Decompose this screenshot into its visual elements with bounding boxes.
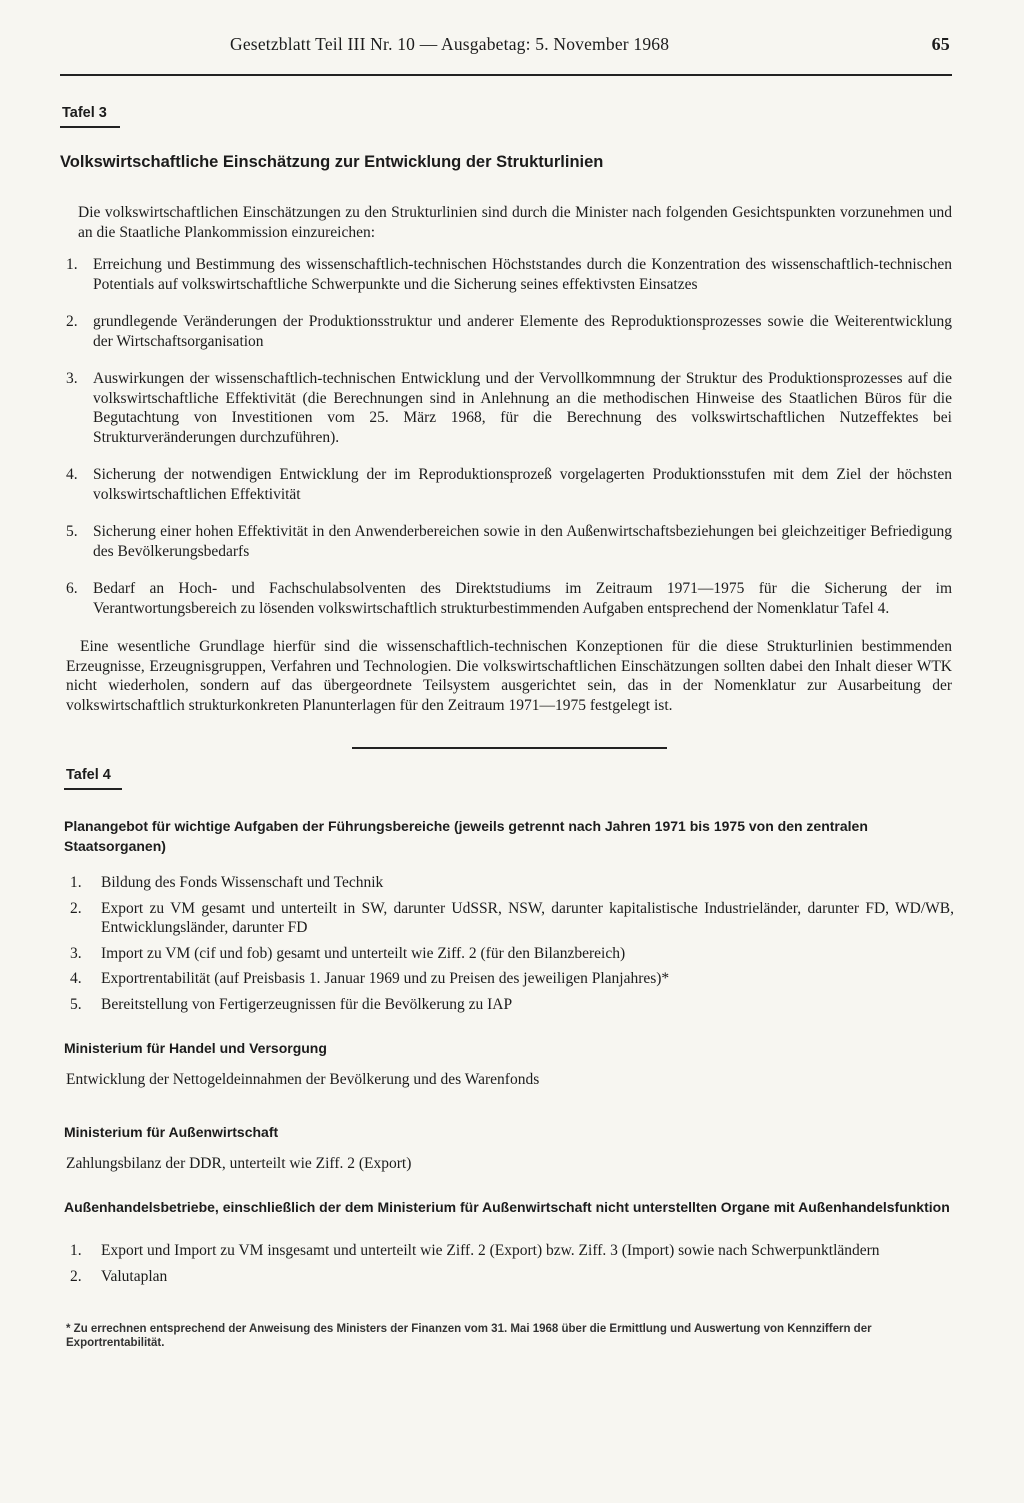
tafel-4-heading: Planangebot für wichtige Aufgaben der Führungsbereiche (jeweils getrennt nach Jahren 1971 bis 1975 von den zentralen Staatsorganen) bbox=[64, 818, 868, 854]
betriebe-list bbox=[70, 1241, 954, 1292]
tafel-3-list bbox=[66, 255, 952, 636]
tafel-3-closing: Eine wesentliche Grundlage hierfür sind die wissenschaftlich-technischen Konzeptionen für die diese Strukturlinien bestimmenden Erzeugnisse, Erzeugnisgruppen, Verfahren und Technologien. Die volkswirtschaftlichen Einschätzungen sollten dabei den Inhalt dieser WTK nicht wiederholen, sondern auf das übergeordnete Teilsystem ausgerichtet sein, das in der Nomenklatur zur Ausarbeitung der volkswirtschaftlich strukturkonkreten Planunterlagen für den Zeitraum 1971—1975 festgelegt ist. bbox=[66, 638, 952, 714]
tafel-4-label: Tafel 4 bbox=[66, 767, 111, 783]
handel-heading: Ministerium für Handel und Versorgung bbox=[64, 1040, 327, 1056]
section-divider bbox=[352, 747, 667, 749]
page-number: 65 bbox=[931, 34, 950, 54]
list-item: 5. Bereitstellung von Fertigerzeugnissen für die Bevölkerung zu IAP bbox=[70, 995, 513, 1013]
list-item: 4. Exportrentabilität (auf Preisbasis 1. Januar 1969 und zu Preisen des jeweiligen Planjahres)* bbox=[70, 970, 670, 987]
tafel-3-intro: Die volkswirtschaftlichen Einschätzungen zu den Strukturlinien sind durch die Minister nach folgenden Gesichtspunkten vorzunehmen und an die Staatliche Plankommission einzureichen: bbox=[78, 204, 952, 241]
list-item: 2. Export zu VM gesamt und unterteilt in SW, darunter UdSSR, NSW, darunter kapitalistische Industrieländer, darunter FD, WD/WB, Entwicklungsländer, darunter FD bbox=[70, 899, 954, 936]
handel-text: Entwicklung der Nettogeldeinnahmen der Bevölkerung und des Warenfonds bbox=[66, 1071, 540, 1088]
header-title: Gesetzblatt Teil III Nr. 10 — Ausgabetag: 5. November 1968 bbox=[230, 34, 670, 54]
footnote: * Zu errechnen entsprechend der Anweisung des Ministers der Finanzen vom 31. Mai 1968 über die Ermittlung und Auswertung von Kennziffern der Exportrentabilität. bbox=[66, 1323, 872, 1349]
tafel-3-underline bbox=[60, 126, 120, 128]
list-item: 4. Sicherung der notwendigen Entwicklung der im Reproduktionsprozeß vorgelagerten Produktionsstufen mit dem Ziel der höchsten volkswirtschaftlichen Effektivität bbox=[66, 466, 952, 503]
page-header bbox=[230, 34, 950, 55]
betriebe-heading: Außenhandelsbetriebe, einschließlich der dem Ministerium für Außenwirtschaft nicht unterstellten Organe mit Außenhandelsfunktion bbox=[64, 1199, 950, 1215]
tafel-3-label: Tafel 3 bbox=[62, 105, 107, 121]
list-item: 1. Bildung des Fonds Wissenschaft und Technik bbox=[70, 874, 384, 891]
list-item: 6. Bedarf an Hoch- und Fachschulabsolventen des Direktstudiums im Zeitraum 1971—1975 für die Sicherung der im Verantwortungsbereich zu lösenden volkswirtschaftlich strukturbestimmenden Aufgaben entsprechend der Nomenklatur Tafel 4. bbox=[66, 580, 952, 617]
tafel-4-underline bbox=[64, 788, 122, 790]
list-item: 2. Valutaplan bbox=[70, 1267, 168, 1285]
tafel-4-list bbox=[70, 873, 954, 1020]
aussen-heading: Ministerium für Außenwirtschaft bbox=[64, 1124, 279, 1140]
list-item: 1. Erreichung und Bestimmung des wissenschaftlich-technischen Höchststandes durch die Konzentration des wissenschaftlich-technischen Potentials auf volkswirtschaftliche Schwerpunkte und die Sicherung seines effektivsten Einsatzes bbox=[66, 256, 952, 293]
aussen-text: Zahlungsbilanz der DDR, unterteilt wie Ziff. 2 (Export) bbox=[66, 1155, 412, 1172]
list-item: 1. Export und Import zu VM insgesamt und unterteilt wie Ziff. 2 (Export) bzw. Ziff. 3 (Import) sowie nach Schwerpunktländern bbox=[70, 1242, 880, 1259]
list-item: 5. Sicherung einer hohen Effektivität in den Anwenderbereichen sowie in den Außenwirtschaftsbeziehungen bei gleichzeitiger Befriedigung des Bevölkerungsbedarfs bbox=[66, 523, 952, 560]
tafel-3-heading: Volkswirtschaftliche Einschätzung zur Entwicklung der Strukturlinien bbox=[60, 153, 604, 171]
list-item: 3. Import zu VM (cif und fob) gesamt und unterteilt wie Ziff. 2 (für den Bilanzbereich) bbox=[70, 944, 626, 962]
list-item: 2. grundlegende Veränderungen der Produktionsstruktur und anderer Elemente des Reproduktionsprozesses sowie die Weiterentwicklung der Wirtschaftsorganisation bbox=[66, 313, 952, 350]
header-rule bbox=[60, 74, 952, 76]
list-item: 3. Auswirkungen der wissenschaftlich-technischen Entwicklung und der Vervollkommnung der Struktur des Produktionsprozesses auf die volkswirtschaftliche Effektivität (die Berechnungen sind in Anlehnung an die methodischen Hinweise des Staatlichen Büros für die Begutachtung von Investitionen vom 25. März 1968, für die Berechnung des volkswirtschaftlichen Nutzeffektes bei Strukturveränderungen durchzuführen). bbox=[66, 370, 952, 446]
